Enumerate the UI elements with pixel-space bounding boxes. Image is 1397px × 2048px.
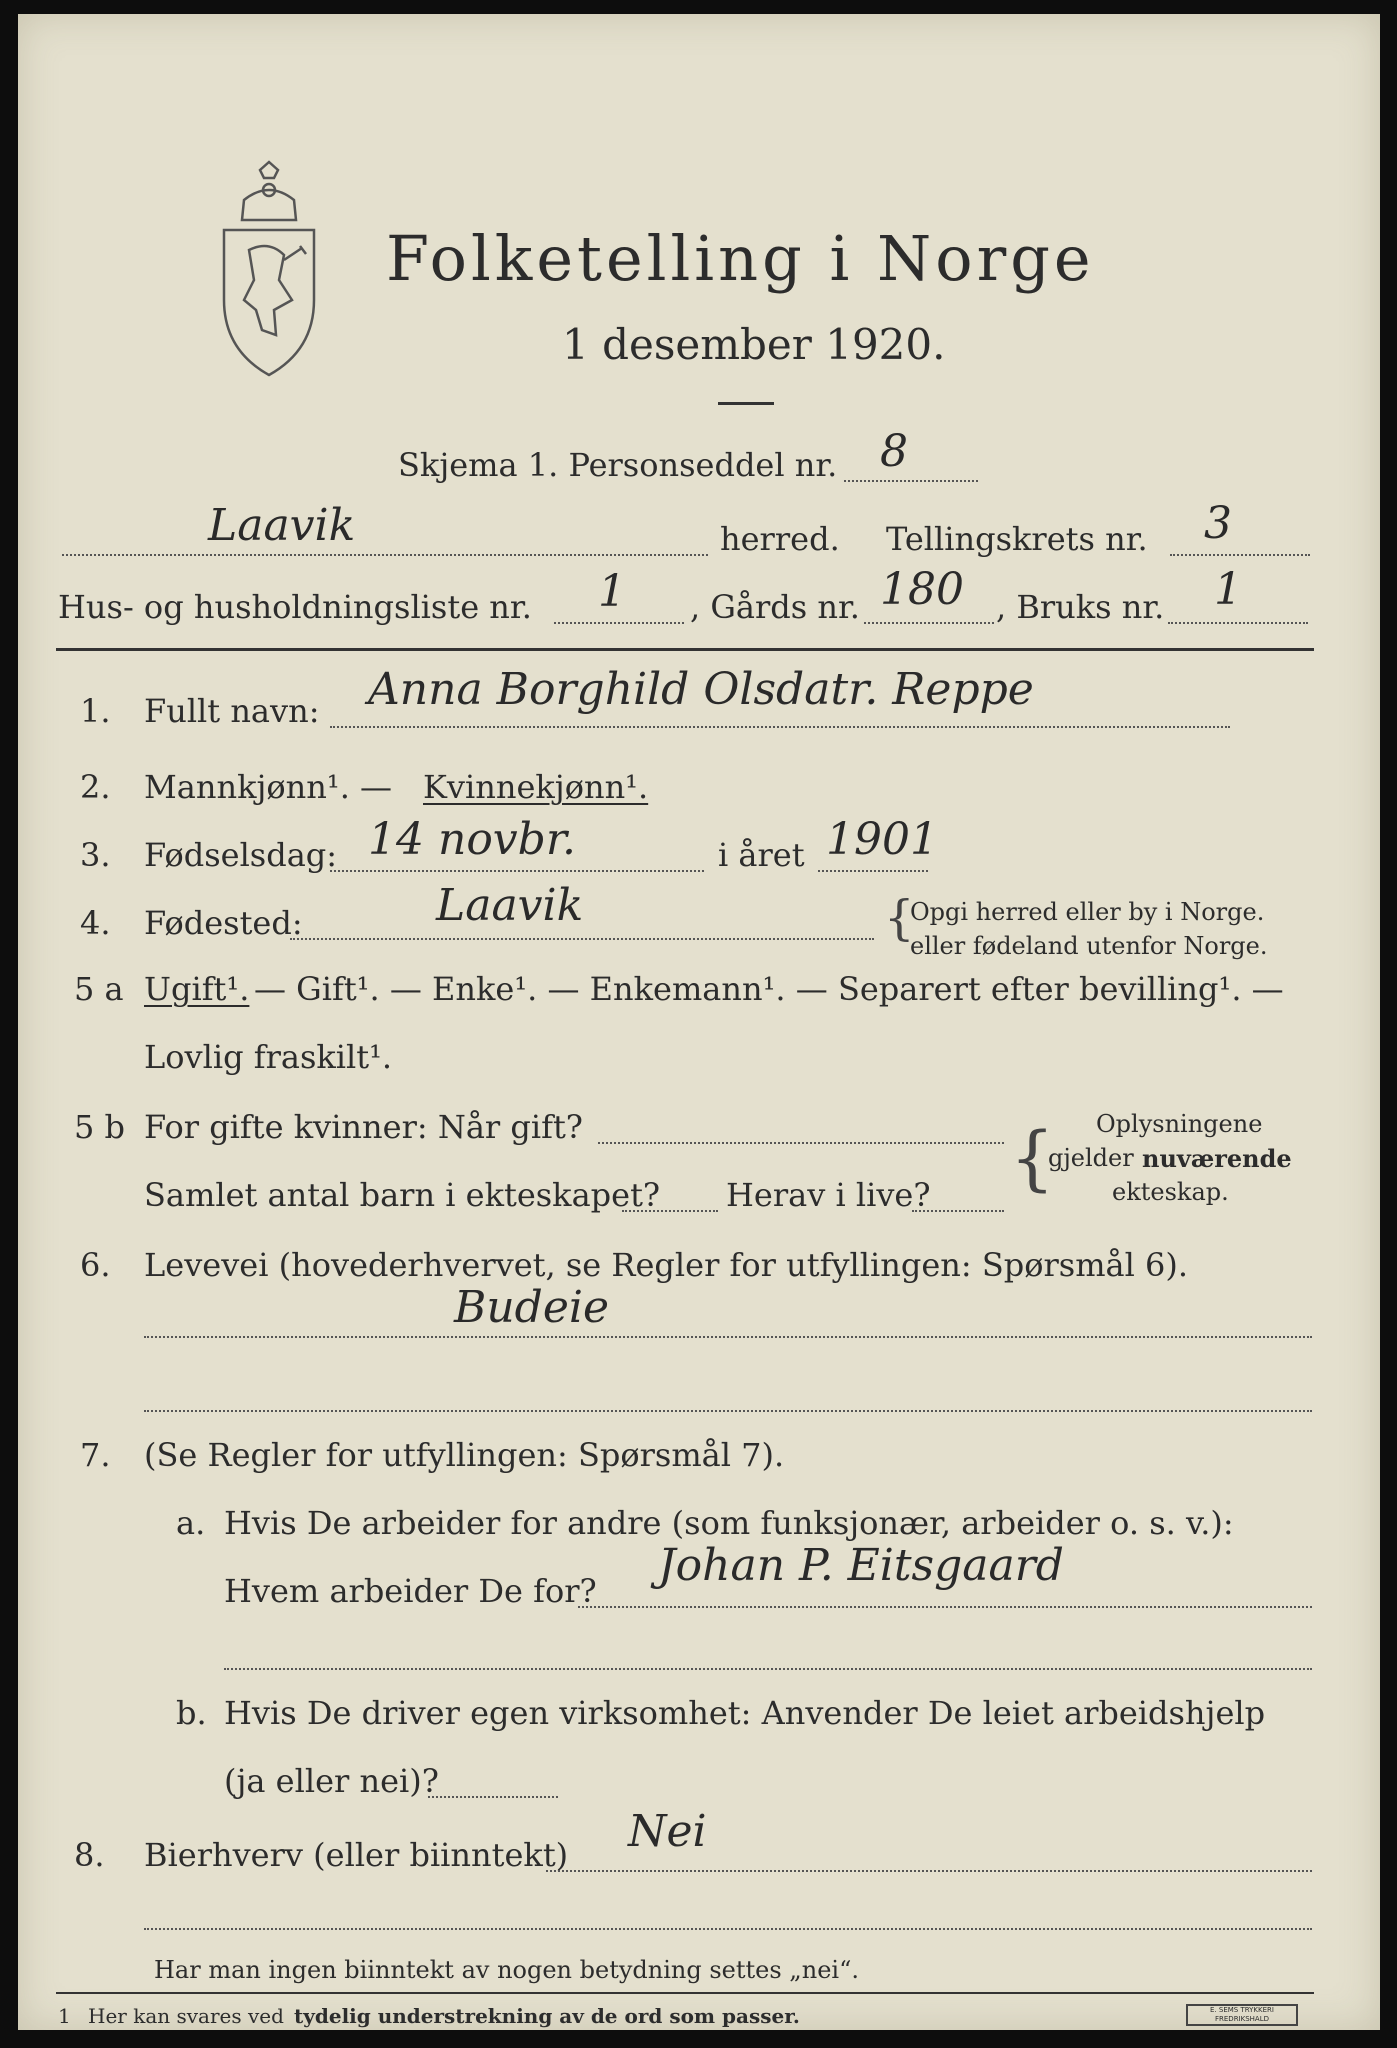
q4-note-brace: { (884, 890, 915, 946)
q7a-number: a. (176, 1504, 206, 1542)
q7-number: 7. (80, 1436, 111, 1474)
q7a-field-line2 (224, 1668, 1312, 1670)
q6-field-line1 (144, 1336, 1312, 1338)
q4-number: 4. (80, 904, 111, 942)
q1-field-line (330, 726, 1230, 728)
skjema-value[interactable]: 8 (880, 426, 908, 477)
q5a-line2[interactable]: Lovlig fraskilt¹. (144, 1038, 393, 1076)
q8-field-line (546, 1870, 1312, 1872)
q5b-label2: Samlet antal barn i ekteskapet? (144, 1176, 661, 1214)
q5a-number: 5 a (74, 970, 124, 1008)
q8-number: 8. (74, 1836, 105, 1874)
q7b-field-line (428, 1796, 558, 1798)
q8-field-line2 (144, 1928, 1312, 1930)
q4-value[interactable]: Laavik (436, 880, 584, 931)
coat-of-arms-icon (214, 160, 324, 386)
q7a-question: Hvem arbeider De for? (224, 1572, 597, 1610)
q7b-number: b. (176, 1694, 207, 1732)
q5a-ugift[interactable] (144, 970, 249, 1008)
skjema-label: Skjema 1. Personseddel nr. (398, 446, 838, 484)
q7b-question: (ja eller nei)? (224, 1762, 439, 1800)
q7a-field-line (578, 1606, 1312, 1608)
tellingskrets-value[interactable]: 3 (1204, 498, 1232, 549)
herred-label: herred. (720, 520, 840, 558)
q5b-note-line2a: gjelder (1048, 1144, 1134, 1172)
printer-stamp: E. SEMS TRYKKERI FREDRIKSHALD (1186, 2004, 1298, 2026)
tellingskrets-field-line (1170, 554, 1310, 556)
q5b-label3: Herav i live? (726, 1176, 931, 1214)
q3-year-value[interactable]: 1901 (826, 814, 938, 865)
q5b-note-line2b: nuværende (1142, 1144, 1292, 1173)
gaards-label: , Gårds nr. (690, 588, 860, 626)
q5b-number: 5 b (74, 1108, 126, 1146)
q3-value[interactable]: 14 novbr. (368, 814, 577, 865)
q6-value[interactable]: Budeie (454, 1282, 609, 1333)
footnote-mark: 1 (58, 2004, 71, 2028)
q4-note-line2: eller fødeland utenfor Norge. (910, 932, 1268, 960)
q3-label: Fødselsdag: (144, 836, 338, 874)
gaards-value[interactable]: 180 (880, 564, 964, 615)
q7a-label: Hvis De arbeider for andre (som funksjonær, arbeider o. s. v.): (224, 1504, 1234, 1542)
bruks-value[interactable]: 1 (1214, 564, 1242, 615)
herred-value[interactable]: Laavik (208, 500, 356, 551)
form-title: Folketelling i Norge (386, 222, 1095, 295)
q4-label: Fødested: (144, 904, 303, 942)
hus-field-line (554, 622, 684, 624)
footnote-text: Her kan svares ved (88, 2004, 284, 2028)
q5b-note-line3: ekteskap. (1112, 1178, 1229, 1206)
q5b-field-line2 (622, 1210, 718, 1212)
q3-number: 3. (80, 836, 111, 874)
herred-field-line (62, 554, 708, 556)
hus-value[interactable]: 1 (598, 566, 626, 617)
header-separator (56, 648, 1314, 651)
q7a-value[interactable]: Johan P. Eitsgaard (658, 1540, 1064, 1591)
q1-value[interactable]: Anna Borghild Olsdatr. Reppe (368, 664, 1034, 715)
q5a-options[interactable]: — Gift¹. — Enke¹. — Enkemann¹. — Separert efter bevilling¹. — (254, 970, 1284, 1008)
q5b-field-line1 (598, 1142, 1004, 1144)
q6-number: 6. (80, 1246, 111, 1284)
q5b-note-line1: Oplysningene (1096, 1110, 1263, 1138)
q5a-ugift-text: Ugift¹. (144, 970, 250, 1008)
q5b-field-line3 (912, 1210, 1004, 1212)
tellingskrets-label: Tellingskrets nr. (886, 520, 1148, 558)
q5b-note-brace: { (1010, 1117, 1055, 1199)
q4-note-line1: Opgi herred eller by i Norge. (910, 898, 1265, 926)
q3-year-field-line (818, 870, 928, 872)
q3-field-line (330, 870, 704, 872)
footer-separator (56, 1992, 1314, 1994)
gaards-field-line (864, 622, 994, 624)
q2-kvinne[interactable] (423, 768, 648, 806)
bruks-field-line (1168, 622, 1308, 624)
q6-field-line2 (144, 1410, 1312, 1412)
q2-mann[interactable]: Mannkjønn¹. — (144, 768, 393, 806)
footer-note: Har man ingen biinntekt av nogen betydning settes „nei“. (154, 1956, 859, 1984)
q6-label: Levevei (hovederhvervet, se Regler for utfyllingen: Spørsmål 6). (144, 1246, 1189, 1284)
census-form-page (18, 14, 1380, 2030)
title-divider (718, 402, 774, 405)
footnote-emphasis: tydelig understrekning av de ord som passer. (294, 2004, 800, 2028)
q8-value[interactable]: Nei (628, 1806, 707, 1857)
q8-label: Bierhverv (eller biinntekt) (144, 1836, 569, 1874)
q4-field-line (290, 938, 874, 940)
q5b-label1: For gifte kvinner: Når gift? (144, 1108, 583, 1146)
hus-label: Hus- og husholdningsliste nr. (58, 588, 532, 626)
q2-number: 2. (80, 768, 111, 806)
skjema-field-line (844, 480, 978, 482)
q7-label: (Se Regler for utfyllingen: Spørsmål 7). (144, 1436, 785, 1474)
bruks-label: , Bruks nr. (996, 588, 1165, 626)
q7b-label: Hvis De driver egen virksomhet: Anvender De leiet arbeidshjelp (224, 1694, 1266, 1732)
q2-kvinne-text: Kvinnekjønn¹. (423, 768, 649, 806)
q1-number: 1. (80, 692, 111, 730)
q3-year-label: i året (718, 836, 805, 874)
census-date: 1 desember 1920. (562, 320, 946, 369)
q1-label: Fullt navn: (144, 692, 320, 730)
